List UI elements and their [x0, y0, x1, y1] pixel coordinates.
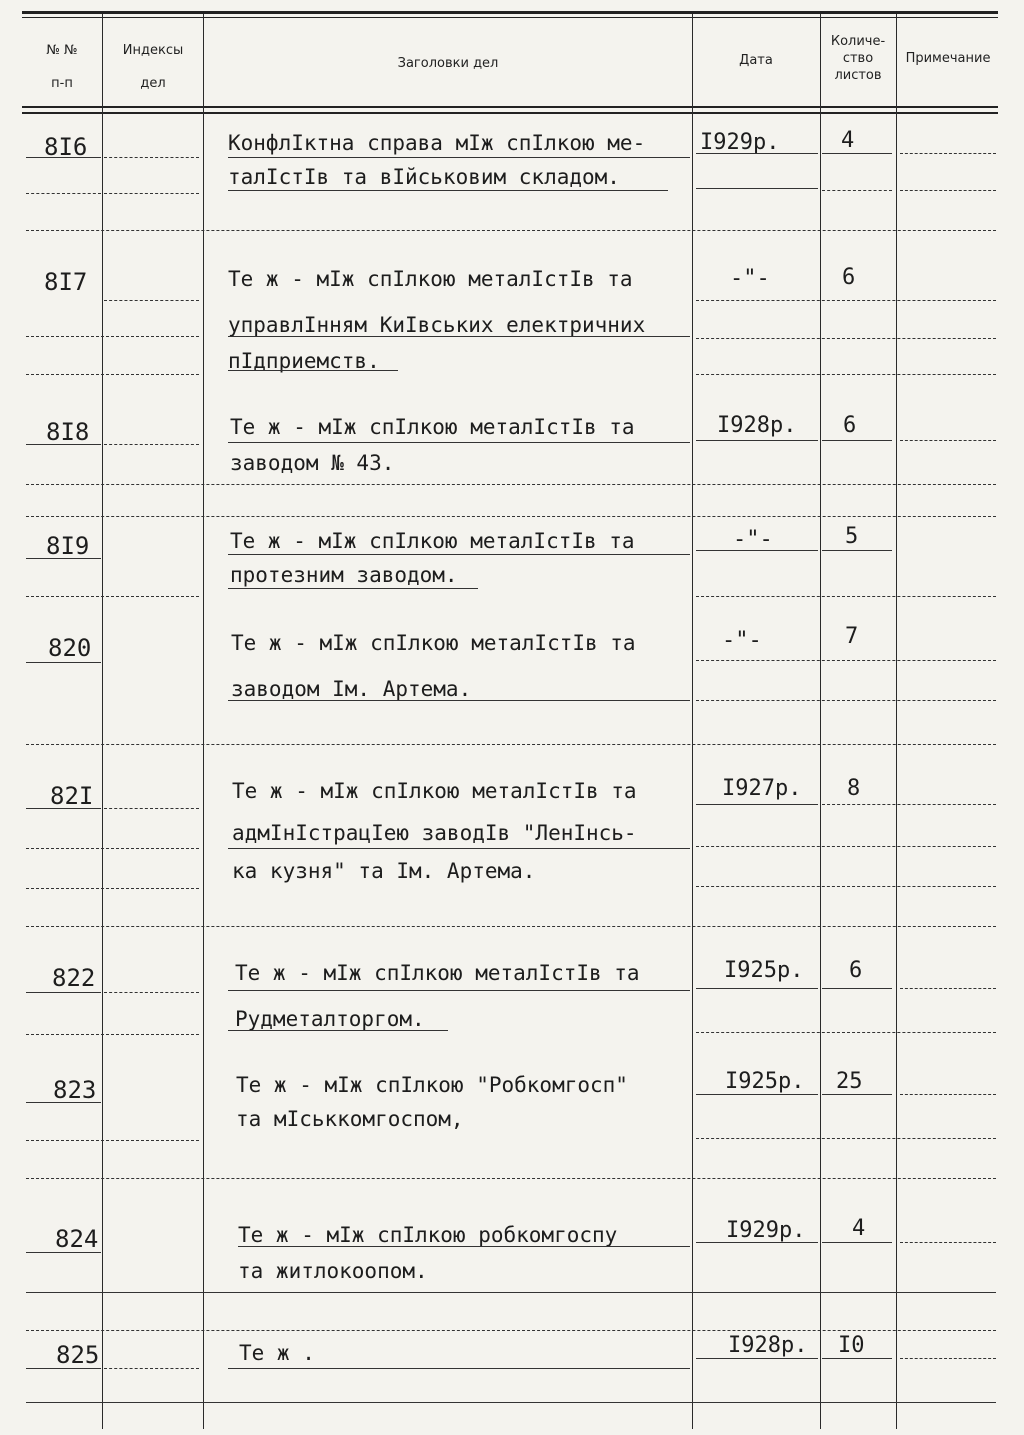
underline — [228, 848, 690, 849]
header-note-column — [898, 50, 998, 67]
entry-title — [230, 530, 635, 586]
row-rule — [26, 193, 101, 194]
entry-title-line: Те ж - мIж спIлкою "Робкомгосп" — [236, 1073, 628, 1097]
entry-title-line: Те ж - мIж спIлкою металIстIв та — [232, 779, 637, 803]
underline — [228, 336, 690, 337]
entry-title-line: КонфлIктна справа мIж спIлкою ме- — [228, 131, 646, 155]
row-rule — [696, 1032, 996, 1033]
entry-number: 824 — [55, 1225, 99, 1253]
header-index-line: дел — [140, 76, 166, 91]
underline — [822, 1358, 892, 1359]
underline — [696, 1242, 818, 1243]
row-rule — [900, 1094, 996, 1095]
underline — [228, 1368, 690, 1369]
row-rule — [696, 374, 996, 375]
row-rule — [104, 193, 199, 194]
underline — [822, 1094, 892, 1095]
entry-number: 8I9 — [46, 532, 90, 560]
row-rule — [26, 1178, 996, 1179]
underline — [696, 188, 818, 189]
header-sheets-column — [822, 33, 894, 84]
entry-sheets: 7 — [845, 624, 859, 649]
entry-title — [239, 1342, 315, 1364]
underline — [228, 157, 690, 158]
underline — [822, 440, 892, 441]
row-rule — [26, 848, 199, 849]
entry-number: 8I7 — [44, 268, 88, 296]
row-rule — [26, 1140, 199, 1141]
entry-title-line: Те ж - мIж спIлкою металIстIв та — [235, 961, 640, 985]
underline — [822, 1242, 892, 1243]
entry-date: -"- — [733, 527, 773, 552]
row-rule — [900, 1242, 996, 1243]
header-date-column — [694, 52, 818, 69]
underline — [26, 157, 101, 158]
entry-sheets: 25 — [836, 1069, 863, 1094]
row-rule — [696, 1138, 996, 1139]
header-top-rule — [22, 11, 998, 14]
entry-sheets: 4 — [852, 1216, 866, 1241]
row-rule — [26, 596, 199, 597]
row-rule — [900, 1358, 996, 1359]
row-rule — [696, 660, 996, 661]
entry-title — [231, 632, 636, 700]
entry-number: 82I — [50, 782, 94, 810]
header-note-text: Примечание — [905, 51, 991, 66]
header-index-line: Индексы — [122, 43, 184, 58]
entry-title — [238, 1224, 617, 1282]
row-rule — [26, 1034, 199, 1035]
underline — [228, 588, 478, 589]
underline — [696, 988, 818, 989]
entry-title — [228, 268, 645, 372]
header-sheets-line: ство — [842, 51, 874, 66]
row-rule — [696, 338, 996, 339]
row-rule — [900, 440, 996, 441]
header-number-line: п-п — [51, 76, 73, 91]
column-rule — [820, 14, 821, 1429]
row-rule — [104, 1368, 199, 1369]
underline — [26, 1402, 996, 1403]
row-rule — [900, 190, 996, 191]
underline — [26, 662, 101, 663]
row-rule — [26, 230, 996, 231]
entry-title-line: талIстIв та вIйськовим складом. — [228, 165, 620, 189]
entry-title-line: Те ж - мIж спIлкою металIстIв та — [228, 267, 633, 291]
entry-title-line: Те ж - мIж спIлкою металIстIв та — [230, 415, 635, 439]
underline — [696, 550, 818, 551]
underline — [228, 1030, 448, 1031]
entry-title-line: адмIнIстрацIею заводIв "ЛенIнсь- — [232, 821, 637, 845]
entry-sheets: 8 — [847, 776, 861, 801]
row-rule — [104, 808, 199, 809]
row-rule — [104, 157, 199, 158]
entry-title-line: Те ж . — [239, 1341, 315, 1365]
underline — [228, 554, 690, 555]
column-rule — [203, 14, 204, 1429]
entry-date: I928р. — [728, 1333, 808, 1358]
row-rule — [104, 300, 199, 301]
underline — [26, 992, 101, 993]
header-date-text: Дата — [739, 53, 773, 68]
underline — [26, 558, 101, 559]
underline — [228, 700, 690, 701]
entry-title-line: пIдприемств. — [228, 349, 380, 373]
column-rule — [692, 14, 693, 1429]
column-rule — [102, 14, 103, 1429]
underline — [26, 808, 101, 809]
underline — [228, 370, 398, 371]
entry-number: 8I8 — [46, 418, 90, 446]
row-rule — [26, 484, 996, 485]
header-bottom-rule — [22, 106, 998, 108]
underline — [822, 153, 892, 154]
entry-number: 822 — [52, 964, 96, 992]
row-rule — [26, 1330, 996, 1331]
header-top-rule-inner — [22, 17, 998, 18]
entry-sheets: 5 — [845, 524, 859, 549]
entry-sheets: 4 — [841, 128, 855, 153]
entry-sheets: 6 — [849, 958, 863, 983]
row-rule — [900, 153, 996, 154]
row-rule — [26, 516, 996, 517]
underline — [696, 1358, 818, 1359]
header-number-line: № № — [46, 43, 78, 58]
underline — [228, 190, 668, 191]
entry-title-line: управлIнням КиIвських електричних — [228, 313, 646, 337]
row-rule — [696, 886, 996, 887]
header-index-column — [104, 42, 202, 92]
row-rule — [26, 374, 199, 375]
entry-date: I928р. — [717, 413, 797, 438]
entry-title-line: заводом Iм. Артема. — [231, 677, 472, 701]
header-sheets-line: Количе- — [830, 34, 886, 49]
underline — [26, 1252, 101, 1253]
entry-date: -"- — [722, 628, 762, 653]
underline — [26, 1368, 101, 1369]
entry-sheets: 6 — [843, 413, 857, 438]
entry-title-line: Рудметалторгом. — [235, 1007, 425, 1031]
entry-title — [235, 962, 640, 1030]
entry-title-line: та мIськкомгоспом, — [236, 1107, 464, 1131]
underline — [228, 442, 690, 443]
row-rule — [696, 300, 996, 301]
entry-date: I925р. — [725, 1069, 805, 1094]
row-rule — [696, 846, 996, 847]
entry-title-line: Те ж - мIж спIлкою металIстIв та — [231, 631, 636, 655]
row-rule — [26, 888, 199, 889]
row-rule — [104, 444, 199, 445]
entry-number: 820 — [48, 634, 92, 662]
entry-date: I929р. — [700, 130, 780, 155]
header-number-column — [24, 42, 100, 92]
underline — [696, 153, 818, 154]
underline — [822, 550, 892, 551]
entry-title — [236, 1074, 628, 1130]
underline — [228, 990, 690, 991]
row-rule — [104, 992, 199, 993]
entry-title-line: заводом № 43. — [230, 451, 395, 475]
header-title-column — [205, 55, 691, 72]
header-bottom-rule-2 — [22, 112, 998, 114]
entry-sheets: 6 — [842, 265, 856, 290]
entry-sheets: I0 — [838, 1333, 865, 1358]
entry-title-line: протезним заводом. — [230, 563, 458, 587]
entry-date: I927р. — [722, 776, 802, 801]
entry-date: I925р. — [724, 958, 804, 983]
entry-title-line: ка кузня" та Iм. Артема. — [232, 859, 536, 883]
row-rule — [822, 804, 996, 805]
entry-title — [230, 416, 635, 474]
row-rule — [26, 926, 996, 927]
row-rule — [822, 190, 892, 191]
column-rule — [896, 14, 897, 1429]
row-rule — [900, 988, 996, 989]
row-rule — [696, 700, 996, 701]
underline — [822, 988, 892, 989]
underline — [26, 1102, 101, 1103]
entry-title-line: Те ж - мIж спIлкою металIстIв та — [230, 529, 635, 553]
underline — [696, 804, 818, 805]
row-rule — [26, 744, 996, 745]
row-rule — [26, 336, 199, 337]
row-rule — [696, 596, 996, 597]
underline — [696, 1094, 818, 1095]
header-title-text: Заголовки дел — [397, 56, 499, 71]
entry-number: 825 — [56, 1341, 100, 1369]
underline — [238, 1246, 690, 1247]
entry-date: -"- — [730, 266, 770, 291]
entry-number: 8I6 — [44, 133, 88, 161]
header-sheets-line: листов — [834, 68, 882, 83]
entry-number: 823 — [53, 1076, 97, 1104]
underline — [26, 1292, 996, 1293]
entry-title-line: та житлокоопом. — [238, 1259, 428, 1283]
entry-title — [232, 780, 637, 882]
entry-title — [228, 132, 645, 188]
entry-title-line: Те ж - мIж спIлкою робкомгоспу — [238, 1223, 618, 1247]
underline — [696, 440, 818, 441]
entry-date: I929р. — [726, 1218, 806, 1243]
underline — [26, 444, 101, 445]
